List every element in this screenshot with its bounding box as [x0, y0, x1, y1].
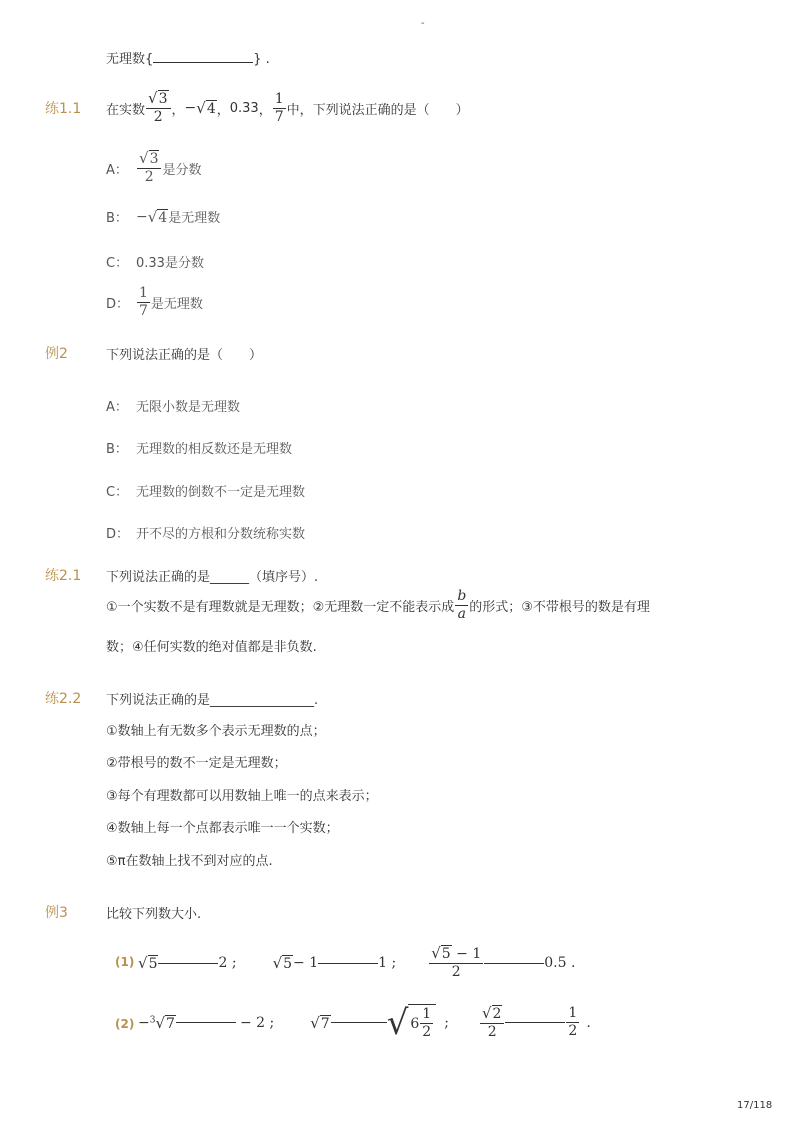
fraction-sqrt2-over-2: $\frac{√2}{2}$ [480, 1005, 504, 1041]
fraction-1-over-2: $\frac{1}{2}$ [568, 1005, 578, 1039]
problem-label: 练2.2 [45, 691, 82, 707]
answer-blank[interactable] [505, 1022, 565, 1023]
intro-text-before: 无理数{ [106, 52, 154, 67]
comparison-row-1: √5 2 ; √5 − 1 1 ; $\frac{√5 - 1}{2}$ 0.5 . [138, 944, 576, 980]
problem-label: 练2.1 [45, 568, 82, 584]
intro-line [106, 48, 270, 67]
answer-blank[interactable] [484, 963, 544, 964]
answer-blank[interactable] [176, 1022, 236, 1023]
sqrt-7: √7 [310, 1013, 330, 1032]
option-c[interactable]: C： 无理数的倒数不一定是无理数 [106, 485, 306, 500]
answer-blank[interactable] [331, 1022, 387, 1023]
statement-item: ③每个有理数都可以用数轴上唯一的点来表示； [106, 789, 378, 804]
decimal-value: 0.33 [229, 100, 259, 116]
fraction-1-over-7: $\frac{1}{7}$ [139, 285, 148, 319]
problem-stem: 在实数 $\frac{√3}{2}$ ， − √4 ， 0.33 ， $\frac{1}{7}$ 中，下列说法正确的是（ ） [106, 89, 469, 125]
statement-item: ④数轴上每一个点都表示唯一一个实数； [106, 821, 339, 836]
intro-text-after: } . [253, 52, 270, 67]
fraction-sqrt3-over-2: $\frac{√3}{2}$ [137, 150, 161, 186]
part-tag: (2) [115, 1017, 135, 1031]
sqrt-mixed-number: √ 6 $\frac{1}{2}$ [387, 1004, 437, 1041]
fraction-b-over-a: $\frac{b}{a}$ [457, 588, 467, 622]
statement-line-2: 数；④任何实数的绝对值都是非负数. [106, 640, 317, 655]
page-number: 17/118 [737, 1100, 773, 1111]
header-dash: - [421, 18, 425, 29]
stem-suffix: 中，下列说法正确的是（ ） [286, 102, 469, 118]
option-c[interactable]: C： 0.33是分数 [106, 256, 204, 271]
option-b[interactable]: B： 无理数的相反数还是无理数 [106, 442, 293, 457]
fraction-1-over-7: $\frac{1}{7}$ [274, 90, 284, 125]
problem-label: 练1.1 [45, 101, 82, 117]
example-stem: 比较下列数大小. [106, 907, 202, 922]
statement-item: ②带根号的数不一定是无理数； [106, 756, 287, 771]
part-tag: (1) [115, 955, 135, 969]
sqrt-5: √5 [272, 954, 293, 972]
fraction-sqrt5-minus-1-over-2: $\frac{√5 - 1}{2}$ [431, 944, 482, 980]
option-b[interactable]: B： − √4 是无理数 [106, 207, 221, 226]
sqrt-5: √5 [138, 954, 158, 972]
example-stem: 下列说法正确的是（ ） [106, 348, 263, 363]
problem-stem: 下列说法正确的是______（填序号）. [106, 570, 319, 585]
problem-stem: 下列说法正确的是________________. [106, 693, 319, 708]
sqrt-4: √4 [147, 207, 168, 226]
stem-prefix: 在实数 [106, 102, 146, 118]
cube-root-7: $^3$√7 [149, 1013, 175, 1032]
answer-blank[interactable] [318, 963, 378, 964]
fraction-sqrt3-over-2: $\frac{√3}{2}$ [146, 90, 170, 126]
sqrt-4: √4 [196, 99, 216, 117]
comparison-row-2: − $^3$√7 − 2 ; √7 √ 6 $\frac{1}{2}$ ; $\frac{√2}{2}$ $\frac{1}{2}$ . [138, 1002, 591, 1043]
option-d[interactable]: D： 开不尽的方根和分数统称实数 [106, 527, 306, 542]
option-a[interactable]: A： $\frac{√3}{2}$ 是分数 [106, 149, 202, 185]
answer-blank[interactable] [153, 62, 253, 63]
option-a[interactable]: A： 无限小数是无理数 [106, 400, 241, 415]
statement-line-1: ①一个实数不是有理数就是无理数；②无理数一定不能表示成 $\frac{b}{a}$ 的形式；③不带根号的数是有理 [106, 588, 650, 622]
example-label: 例3 [45, 905, 68, 921]
option-d[interactable]: D： $\frac{1}{7}$ 是无理数 [106, 285, 203, 319]
statement-item: ⑤π在数轴上找不到对应的点. [106, 854, 273, 869]
statement-item: ①数轴上有无数多个表示无理数的点； [106, 724, 326, 739]
example-label: 例2 [45, 346, 68, 362]
answer-blank[interactable] [158, 963, 218, 964]
neg-sign: − [184, 100, 197, 116]
